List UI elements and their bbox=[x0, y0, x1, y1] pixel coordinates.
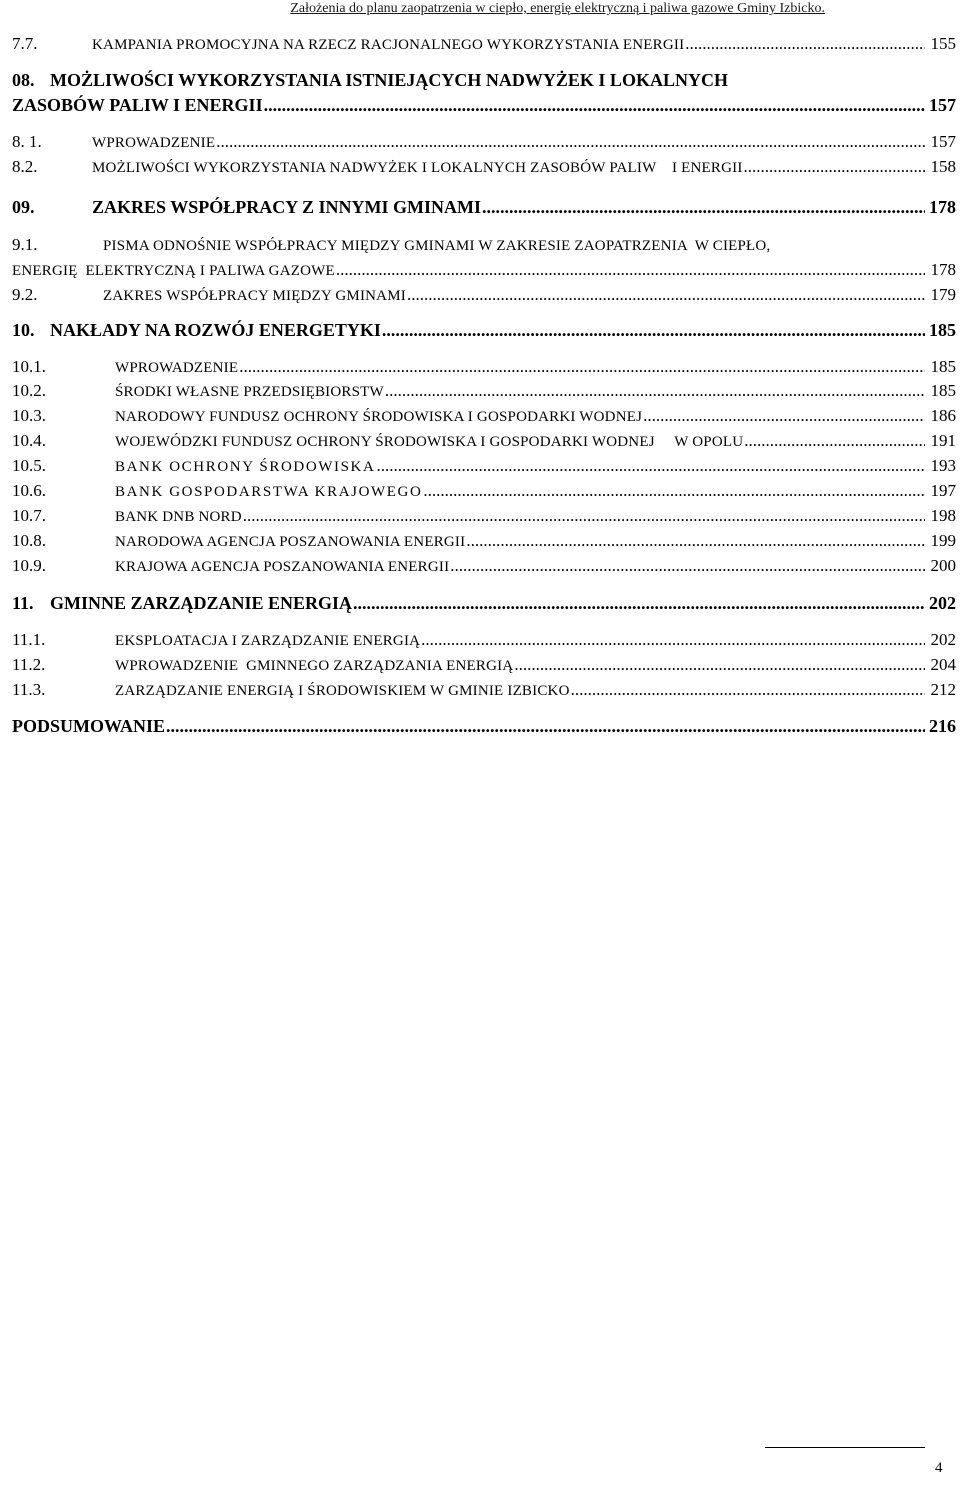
toc-title: NARODOWA AGENCJA POSZANOWANIA ENERGII bbox=[115, 534, 466, 550]
toc-page: 185 bbox=[930, 357, 956, 376]
toc-number: 8.2. bbox=[12, 157, 38, 176]
toc-entry-10-3[interactable] bbox=[12, 406, 956, 427]
toc-leader bbox=[264, 95, 925, 115]
toc-title: KAMPANIA PROMOCYJNA NA RZECZ RACJONALNEGO WYKORZYSTANIA ENERGII bbox=[92, 37, 685, 53]
toc-number: 11. bbox=[12, 593, 34, 613]
toc-number: 10.1. bbox=[12, 357, 46, 376]
toc-title: EKSPLOATACJA I ZARZĄDZANIE ENERGIĄ bbox=[115, 633, 421, 649]
toc-title: GMINNE ZARZĄDZANIE ENERGIĄ bbox=[50, 593, 353, 613]
toc-entry-11-3[interactable] bbox=[12, 680, 956, 701]
toc-title: ZARZĄDZANIE ENERGIĄ I ŚRODOWISKIEM W GMINIE IZBICKO bbox=[115, 683, 570, 699]
toc-entry-10-6[interactable] bbox=[12, 481, 956, 502]
toc-title-line2: ZASOBÓW PALIW I ENERGII bbox=[12, 95, 263, 115]
toc-number: 10.8. bbox=[12, 531, 46, 550]
toc-page: 191 bbox=[930, 431, 956, 450]
toc-title-line1: MOŻLIWOŚCI WYKORZYSTANIA ISTNIEJĄCYCH NADWYŻEK I LOKALNYCH bbox=[50, 70, 728, 90]
toc-entry-10-5[interactable] bbox=[12, 456, 956, 477]
toc-page: 155 bbox=[930, 34, 956, 53]
toc-page: 199 bbox=[930, 531, 956, 550]
toc-entry-7-7[interactable] bbox=[12, 34, 956, 55]
toc-page: 178 bbox=[930, 260, 956, 279]
toc-entry-8-2[interactable] bbox=[12, 157, 956, 178]
toc-entry-10[interactable] bbox=[12, 320, 956, 340]
toc-entry-10-1[interactable] bbox=[12, 357, 956, 378]
toc-page: 200 bbox=[930, 556, 956, 575]
document-title: Założenia do planu zaopatrzenia w ciepło, energię elektryczną i paliwa gazowe Gminy Izbicko. bbox=[290, 1, 825, 16]
toc-title: MOŻLIWOŚCI WYKORZYSTANIA NADWYŻEK I LOKALNYCH ZASOBÓW PALIW I ENERGII bbox=[92, 160, 743, 176]
toc-title: WPROWADZENIE GMINNEGO ZARZĄDZANIA ENERGIĄ bbox=[115, 658, 514, 674]
toc-leader bbox=[450, 556, 925, 576]
toc-entry-podsumowanie[interactable] bbox=[12, 716, 956, 736]
toc-page: 179 bbox=[930, 285, 956, 304]
toc-number: 10.4. bbox=[12, 431, 46, 450]
page-number: 4 bbox=[935, 1460, 943, 1476]
toc-number: 10.6. bbox=[12, 481, 46, 500]
toc-number: 8. 1. bbox=[12, 132, 42, 151]
toc-entry-8-1[interactable] bbox=[12, 132, 956, 153]
toc-entry-10-4[interactable] bbox=[12, 431, 956, 452]
toc-title: PODSUMOWANIE bbox=[12, 716, 166, 736]
toc-leader bbox=[216, 132, 925, 152]
toc-page: 186 bbox=[930, 406, 956, 425]
toc-page: 198 bbox=[930, 506, 956, 525]
toc-leader bbox=[423, 481, 925, 501]
toc-page: 185 bbox=[930, 381, 956, 400]
toc-leader bbox=[421, 630, 925, 650]
footer-rule bbox=[765, 1447, 925, 1448]
toc-page: 202 bbox=[929, 593, 956, 613]
toc-number: 10. bbox=[12, 320, 35, 340]
toc-page: 197 bbox=[930, 481, 956, 500]
toc-number: 10.2. bbox=[12, 381, 46, 400]
toc-entry-08[interactable] bbox=[12, 70, 956, 115]
toc-entry-9-2[interactable] bbox=[12, 285, 956, 306]
toc-leader bbox=[744, 157, 925, 177]
toc-page: 178 bbox=[929, 197, 956, 217]
toc-entry-11[interactable] bbox=[12, 593, 956, 613]
toc-number: 08. bbox=[12, 70, 35, 90]
toc-leader bbox=[514, 655, 925, 675]
toc-title: NAKŁADY NA ROZWÓJ ENERGETYKI bbox=[50, 320, 381, 340]
toc-title: ZAKRES WSPÓŁPRACY Z INNYMI GMINAMI bbox=[92, 197, 482, 217]
toc-number: 11.2. bbox=[12, 655, 46, 674]
toc-leader bbox=[407, 285, 925, 305]
toc-leader bbox=[466, 531, 925, 551]
toc-number: 7.7. bbox=[12, 34, 38, 53]
toc-number: 09. bbox=[12, 197, 35, 217]
toc-page: 193 bbox=[930, 456, 956, 475]
toc-leader bbox=[166, 716, 925, 736]
toc-page: 185 bbox=[929, 320, 956, 340]
toc-entry-11-2[interactable] bbox=[12, 655, 956, 676]
toc-title: BANK DNB NORD bbox=[115, 509, 242, 525]
toc-leader bbox=[382, 320, 925, 340]
toc-number: 10.3. bbox=[12, 406, 46, 425]
toc-entry-9-1[interactable] bbox=[12, 235, 956, 281]
toc-entry-10-7[interactable] bbox=[12, 506, 956, 527]
toc-leader bbox=[643, 406, 925, 426]
toc-leader bbox=[385, 381, 925, 401]
toc-title: NARODOWY FUNDUSZ OCHRONY ŚRODOWISKA I GOSPODARKI WODNEJ bbox=[115, 409, 643, 425]
toc-number: 10.5. bbox=[12, 456, 46, 475]
toc-title: BANK OCHRONY ŚRODOWISKA bbox=[115, 459, 376, 475]
toc-leader bbox=[376, 456, 925, 476]
toc-title: BANK GOSPODARSTWA KRAJOWEGO bbox=[115, 484, 423, 500]
toc-leader bbox=[571, 680, 925, 700]
toc-entry-11-1[interactable] bbox=[12, 630, 956, 651]
toc-page: 202 bbox=[930, 630, 956, 649]
toc-title: WPROWADZENIE bbox=[115, 360, 239, 376]
toc-entry-09[interactable] bbox=[12, 197, 956, 217]
toc-page: 157 bbox=[929, 95, 956, 115]
toc-leader bbox=[353, 593, 925, 613]
toc-leader bbox=[239, 357, 925, 377]
toc-leader bbox=[685, 34, 925, 54]
toc-title-line2: ENERGIĘ ELEKTRYCZNĄ I PALIWA GAZOWE bbox=[12, 263, 335, 279]
running-header bbox=[0, 0, 960, 22]
toc-leader bbox=[744, 431, 925, 451]
toc-number: 9.1. bbox=[12, 235, 38, 254]
toc-entry-10-9[interactable] bbox=[12, 556, 956, 577]
toc-title: ŚRODKI WŁASNE PRZEDSIĘBIORSTW bbox=[115, 384, 384, 400]
toc-number: 11.3. bbox=[12, 680, 46, 699]
toc-entry-10-8[interactable] bbox=[12, 531, 956, 552]
toc-page: 216 bbox=[929, 716, 956, 736]
toc-leader bbox=[243, 506, 925, 526]
toc-number: 10.7. bbox=[12, 506, 46, 525]
toc-title: WPROWADZENIE bbox=[92, 135, 216, 151]
toc-title: ZAKRES WSPÓŁPRACY MIĘDZY GMINAMI bbox=[103, 288, 406, 304]
toc-page: 157 bbox=[930, 132, 956, 151]
toc-leader bbox=[482, 197, 925, 217]
toc-title-line1: PISMA ODNOŚNIE WSPÓŁPRACY MIĘDZY GMINAMI W ZAKRESIE ZAOPATRZENIA W CIEPŁO, bbox=[103, 238, 771, 254]
toc-number: 9.2. bbox=[12, 285, 38, 304]
toc-page: 158 bbox=[930, 157, 956, 176]
toc-page: 204 bbox=[930, 655, 956, 674]
toc-entry-10-2[interactable] bbox=[12, 381, 956, 402]
toc-number: 10.9. bbox=[12, 556, 46, 575]
toc-leader bbox=[336, 260, 925, 280]
toc-page: 212 bbox=[930, 680, 956, 699]
toc-title: KRAJOWA AGENCJA POSZANOWANIA ENERGII bbox=[115, 559, 450, 575]
toc-number: 11.1. bbox=[12, 630, 46, 649]
toc-title: WOJEWÓDZKI FUNDUSZ OCHRONY ŚRODOWISKA I GOSPODARKI WODNEJ W OPOLU bbox=[115, 434, 744, 450]
